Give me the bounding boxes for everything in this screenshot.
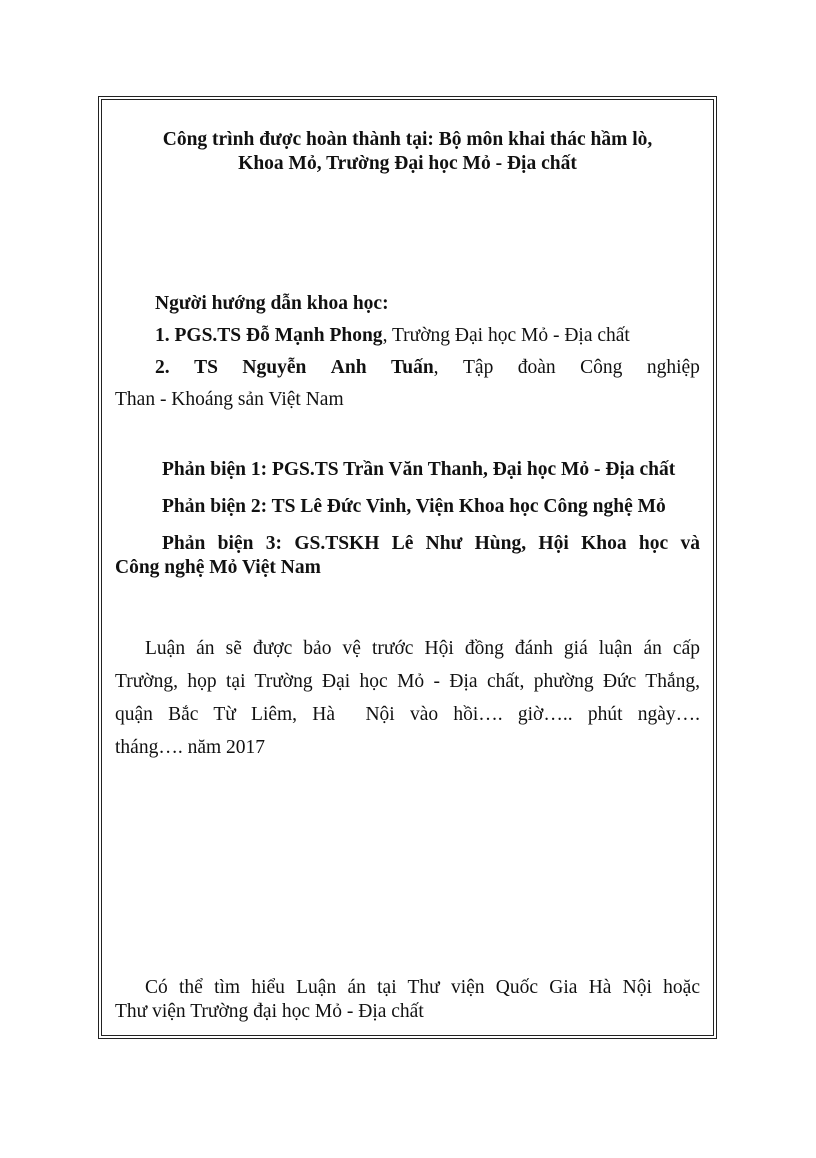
defense-line-3: quận Bắc Từ Liêm, Hà Nội vào hồi…. giờ….. phút ngày…. [115,704,700,725]
advisor-2-comma: , [433,357,439,378]
advisor-2-word-1: Tập [463,357,494,378]
advisor-2-first-name: Nguyễn [242,357,307,378]
reviewer-3-line-1: Phản biện 3: GS.TSKH Lê Như Hùng, Hội Khoa học và [162,533,700,554]
reviewer-1: Phản biện 1: PGS.TS Trần Văn Thanh, Đại học Mỏ - Địa chất [162,459,676,480]
advisor-2-line-1 [155,356,700,380]
advisor-2-middle-name: Anh [330,357,367,378]
heading-line-1: Công trình được hoàn thành tại: Bộ môn khai thác hầm lò, [162,129,653,150]
advisors-title: Người hướng dẫn khoa học: [155,293,389,314]
reviewer-2: Phản biện 2: TS Lê Đức Vinh, Viện Khoa học Công nghệ Mỏ [162,496,666,517]
advisor-2-word-3: Công [580,357,623,378]
advisor-2-word-4: nghiệp [646,357,700,378]
advisor-2-last-name-group [391,356,439,380]
advisor-2-number: 2. [155,357,170,378]
defense-line-1: Luận án sẽ được bảo vệ trước Hội đồng đánh giá luận án cấp [145,638,700,659]
advisor-2-title: TS [194,357,218,378]
advisor-2-word-2: đoàn [517,357,556,378]
library-line-1: Có thể tìm hiểu Luận án tại Thư viện Quốc Gia Hà Nội hoặc [145,977,700,998]
advisor-1-name: 1. PGS.TS Đỗ Mạnh Phong [155,325,383,346]
advisor-2-line-2: Than - Khoáng sản Việt Nam [115,389,344,410]
advisor-2-last-name: Tuấn [391,357,434,378]
defense-line-4: tháng…. năm 2017 [115,737,266,758]
advisor-1 [155,324,630,348]
defense-line-2: Trường, họp tại Trường Đại học Mỏ - Địa chất, phường Đức Thắng, [115,671,700,692]
reviewer-3-line-2: Công nghệ Mỏ Việt Nam [115,557,321,578]
library-line-2: Thư viện Trường đại học Mỏ - Địa chất [115,1001,424,1022]
advisor-1-affiliation: , Trường Đại học Mỏ - Địa chất [382,325,630,346]
heading-line-2: Khoa Mỏ, Trường Đại học Mỏ - Địa chất [238,153,577,174]
